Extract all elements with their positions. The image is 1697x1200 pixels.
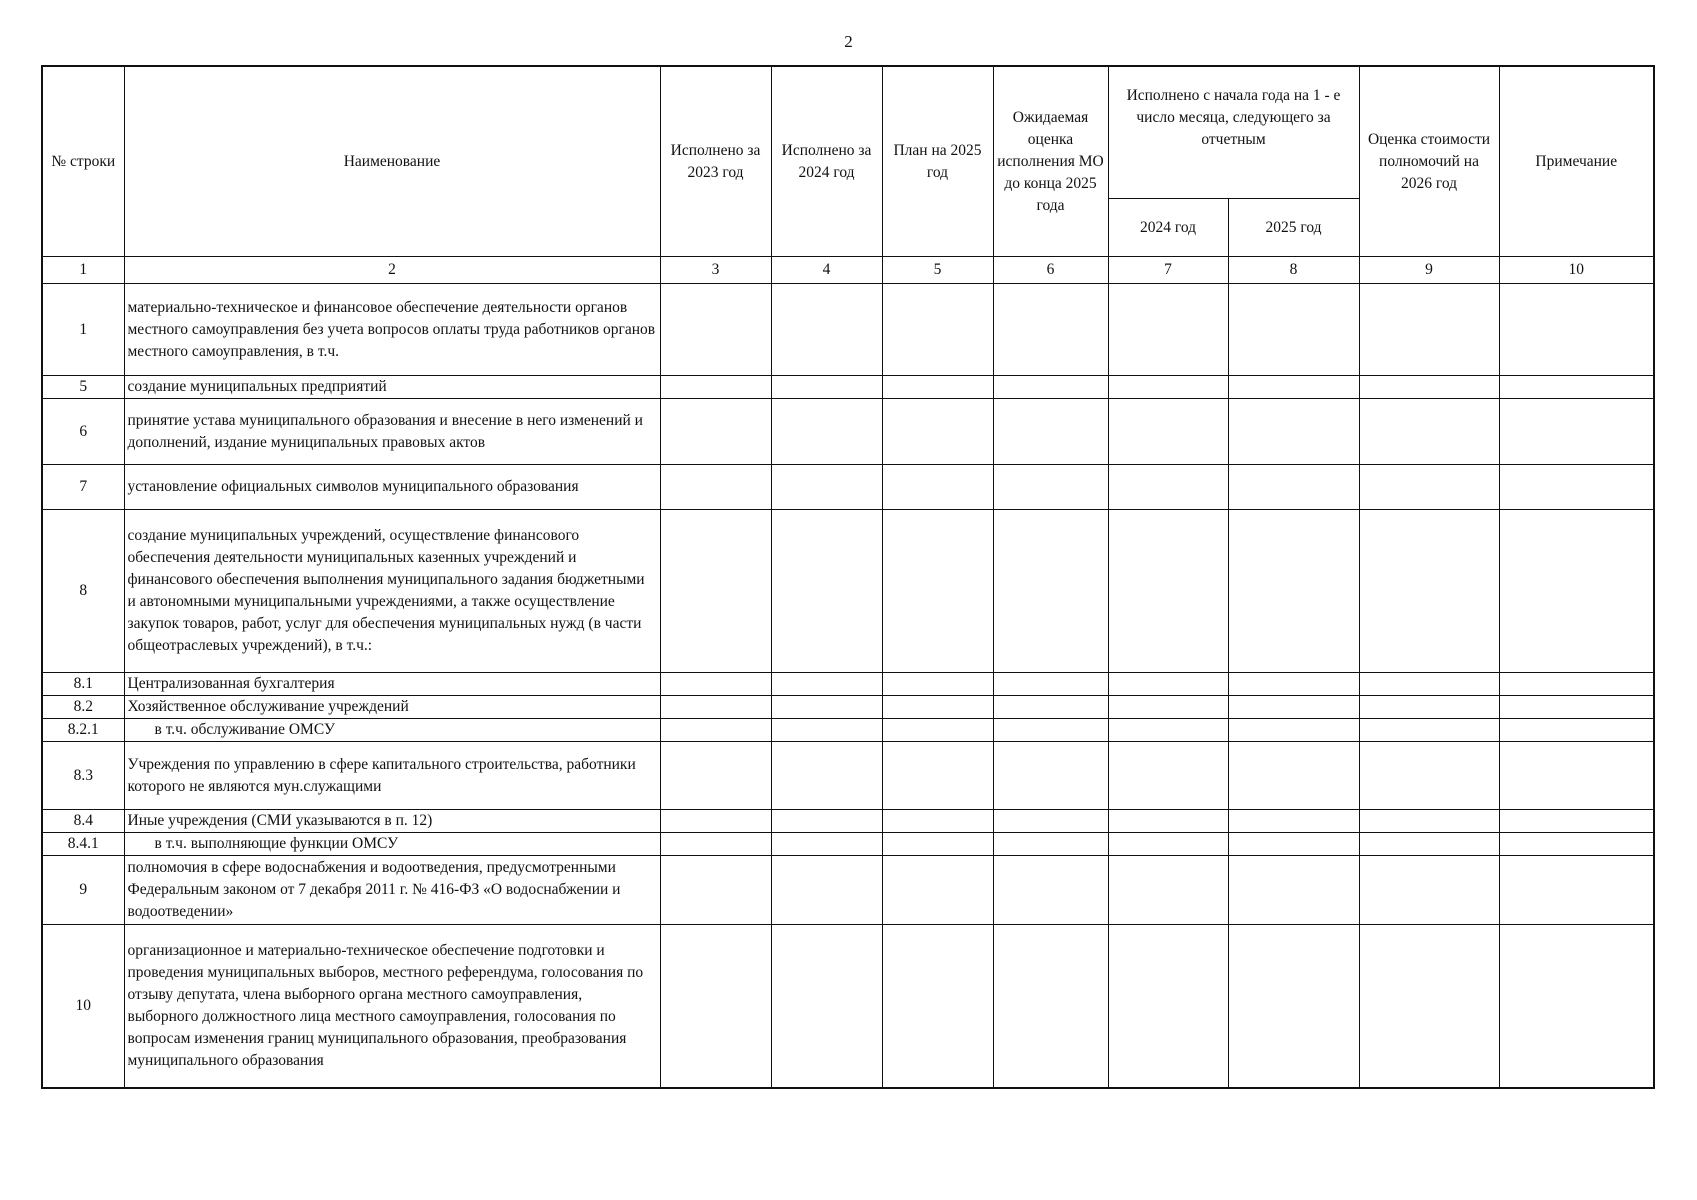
row-number: 8.4.1 [42, 833, 124, 856]
value-cell [1108, 833, 1228, 856]
value-cell [882, 465, 993, 510]
value-cell [882, 925, 993, 1088]
row-name: Учреждения по управлению в сфере капитального строительства, работники которого не являются мун.служащими [124, 742, 660, 810]
row-name: организационное и материально-техническое обеспечение подготовки и проведения муниципальных выборов, местного референдума, голосования по отзыву депутата, члена выборного органа местного самоуправления, выборного должностного лица местного самоуправления, голосования по вопросам изменения границ муниципального образования, преобразования муниципального образования [124, 925, 660, 1088]
row-number: 5 [42, 376, 124, 399]
value-cell [660, 833, 771, 856]
row-name: принятие устава муниципального образования и внесение в него изменений и дополнений, издание муниципальных правовых актов [124, 399, 660, 465]
value-cell [771, 925, 882, 1088]
value-cell [1108, 284, 1228, 376]
value-cell [660, 925, 771, 1088]
value-cell [1228, 925, 1359, 1088]
column-index: 2 [124, 257, 660, 284]
value-cell [1359, 833, 1499, 856]
row-number: 10 [42, 925, 124, 1088]
value-cell [771, 742, 882, 810]
value-cell [993, 810, 1108, 833]
row-name: Иные учреждения (СМИ указываются в п. 12) [124, 810, 660, 833]
column-index-row [42, 257, 1654, 284]
row-number: 1 [42, 284, 124, 376]
value-cell [1228, 719, 1359, 742]
row-number: 8 [42, 510, 124, 673]
value-cell [660, 696, 771, 719]
value-cell [1499, 376, 1654, 399]
value-cell [1108, 925, 1228, 1088]
value-cell [1499, 925, 1654, 1088]
value-cell [1108, 399, 1228, 465]
value-cell [993, 399, 1108, 465]
value-cell [1499, 719, 1654, 742]
column-index: 1 [42, 257, 124, 284]
value-cell [993, 465, 1108, 510]
column-index: 5 [882, 257, 993, 284]
value-cell [993, 376, 1108, 399]
value-cell [1359, 696, 1499, 719]
value-cell [1228, 810, 1359, 833]
header-sub-2025: 2025 год [1228, 199, 1359, 257]
header-executed-2023: Исполнено за 2023 год [660, 66, 771, 257]
value-cell [1228, 376, 1359, 399]
value-cell [1108, 510, 1228, 673]
value-cell [882, 510, 993, 673]
value-cell [1108, 742, 1228, 810]
value-cell [882, 719, 993, 742]
header-row-number: № строки [42, 66, 124, 257]
value-cell [1108, 810, 1228, 833]
value-cell [1228, 510, 1359, 673]
row-name: материально-техническое и финансовое обеспечение деятельности органов местного самоуправления без учета вопросов оплаты труда работников органов местного самоуправления, в т.ч. [124, 284, 660, 376]
value-cell [1108, 696, 1228, 719]
value-cell [993, 510, 1108, 673]
value-cell [660, 719, 771, 742]
row-number: 7 [42, 465, 124, 510]
value-cell [1359, 399, 1499, 465]
value-cell [1359, 856, 1499, 925]
row-number: 9 [42, 856, 124, 925]
row-number: 8.4 [42, 810, 124, 833]
row-number: 8.2.1 [42, 719, 124, 742]
value-cell [660, 673, 771, 696]
value-cell [1228, 399, 1359, 465]
value-cell [771, 465, 882, 510]
value-cell [1108, 673, 1228, 696]
value-cell [1359, 465, 1499, 510]
row-number: 8.3 [42, 742, 124, 810]
table-row [42, 925, 1654, 1088]
column-index: 4 [771, 257, 882, 284]
header-expected-estimate: Ожидаемая оценка исполнения МО до конца 2025 года [993, 66, 1108, 257]
table-row [42, 833, 1654, 856]
header-plan-2025: План на 2025 год [882, 66, 993, 257]
table-row [42, 856, 1654, 925]
value-cell [1359, 810, 1499, 833]
table-row [42, 810, 1654, 833]
value-cell [1359, 510, 1499, 673]
value-cell [660, 742, 771, 810]
value-cell [993, 856, 1108, 925]
table-row [42, 719, 1654, 742]
row-name: Централизованная бухгалтерия [124, 673, 660, 696]
column-index: 7 [1108, 257, 1228, 284]
value-cell [660, 810, 771, 833]
value-cell [882, 673, 993, 696]
value-cell [882, 856, 993, 925]
value-cell [660, 465, 771, 510]
row-number: 8.2 [42, 696, 124, 719]
value-cell [1228, 833, 1359, 856]
value-cell [1228, 856, 1359, 925]
value-cell [882, 833, 993, 856]
value-cell [771, 696, 882, 719]
column-index: 8 [1228, 257, 1359, 284]
value-cell [771, 719, 882, 742]
row-name: создание муниципальных учреждений, осуществление финансового обеспечения деятельности муниципальных казенных учреждений и финансового обеспечения выполнения муниципального задания бюджетными и автономными муниципальными учреждениями, а также осуществление закупок товаров, работ, услуг для обеспечения муниципальных нужд (в части общеотраслевых учреждений), в т.ч.: [124, 510, 660, 673]
header-executed-2024: Исполнено за 2024 год [771, 66, 882, 257]
value-cell [993, 833, 1108, 856]
row-number: 6 [42, 399, 124, 465]
value-cell [882, 742, 993, 810]
column-index: 10 [1499, 257, 1654, 284]
value-cell [660, 284, 771, 376]
value-cell [882, 810, 993, 833]
header-name: Наименование [124, 66, 660, 257]
header-estimate-2026: Оценка стоимости полномочий на 2026 год [1359, 66, 1499, 257]
value-cell [660, 376, 771, 399]
value-cell [660, 399, 771, 465]
row-name: установление официальных символов муниципального образования [124, 465, 660, 510]
value-cell [1499, 284, 1654, 376]
value-cell [882, 284, 993, 376]
value-cell [1228, 742, 1359, 810]
table-row [42, 376, 1654, 399]
value-cell [1359, 284, 1499, 376]
row-name: в т.ч. выполняющие функции ОМСУ [124, 833, 660, 856]
value-cell [1499, 465, 1654, 510]
value-cell [1359, 742, 1499, 810]
value-cell [771, 510, 882, 673]
value-cell [1359, 376, 1499, 399]
table-row [42, 696, 1654, 719]
row-name: в т.ч. обслуживание ОМСУ [124, 719, 660, 742]
value-cell [771, 399, 882, 465]
table-row [42, 673, 1654, 696]
value-cell [1228, 284, 1359, 376]
page-number: 2 [844, 32, 853, 51]
value-cell [1499, 696, 1654, 719]
header-sub-2024: 2024 год [1108, 199, 1228, 257]
value-cell [771, 284, 882, 376]
value-cell [1108, 376, 1228, 399]
value-cell [771, 833, 882, 856]
row-name: создание муниципальных предприятий [124, 376, 660, 399]
value-cell [1499, 510, 1654, 673]
report-table [41, 65, 1655, 1089]
table-row [42, 465, 1654, 510]
value-cell [1359, 925, 1499, 1088]
value-cell [993, 673, 1108, 696]
column-index: 3 [660, 257, 771, 284]
value-cell [882, 696, 993, 719]
value-cell [882, 376, 993, 399]
column-index: 6 [993, 257, 1108, 284]
value-cell [1108, 856, 1228, 925]
value-cell [993, 284, 1108, 376]
value-cell [1228, 673, 1359, 696]
value-cell [1359, 719, 1499, 742]
column-index: 9 [1359, 257, 1499, 284]
value-cell [993, 925, 1108, 1088]
value-cell [1108, 465, 1228, 510]
value-cell [1359, 673, 1499, 696]
value-cell [771, 810, 882, 833]
value-cell [1499, 856, 1654, 925]
value-cell [993, 742, 1108, 810]
value-cell [1499, 810, 1654, 833]
value-cell [660, 856, 771, 925]
value-cell [1499, 673, 1654, 696]
value-cell [993, 719, 1108, 742]
value-cell [1228, 696, 1359, 719]
table-row [42, 399, 1654, 465]
value-cell [771, 376, 882, 399]
value-cell [993, 696, 1108, 719]
row-name: полномочия в сфере водоснабжения и водоотведения, предусмотренными Федеральным законом от 7 декабря 2011 г. № 416-ФЗ «О водоснабжении и водоотведении» [124, 856, 660, 925]
value-cell [1499, 833, 1654, 856]
value-cell [771, 856, 882, 925]
value-cell [1499, 399, 1654, 465]
row-number: 8.1 [42, 673, 124, 696]
value-cell [771, 673, 882, 696]
table-row [42, 284, 1654, 376]
value-cell [882, 399, 993, 465]
row-name: Хозяйственное обслуживание учреждений [124, 696, 660, 719]
value-cell [660, 510, 771, 673]
value-cell [1108, 719, 1228, 742]
value-cell [1499, 742, 1654, 810]
header-executed-since-year-start: Исполнено с начала года на 1 - е число месяца, следующего за отчетным [1108, 66, 1359, 199]
value-cell [1228, 465, 1359, 510]
header-note: Примечание [1499, 66, 1654, 257]
table-row [42, 510, 1654, 673]
table-row [42, 742, 1654, 810]
